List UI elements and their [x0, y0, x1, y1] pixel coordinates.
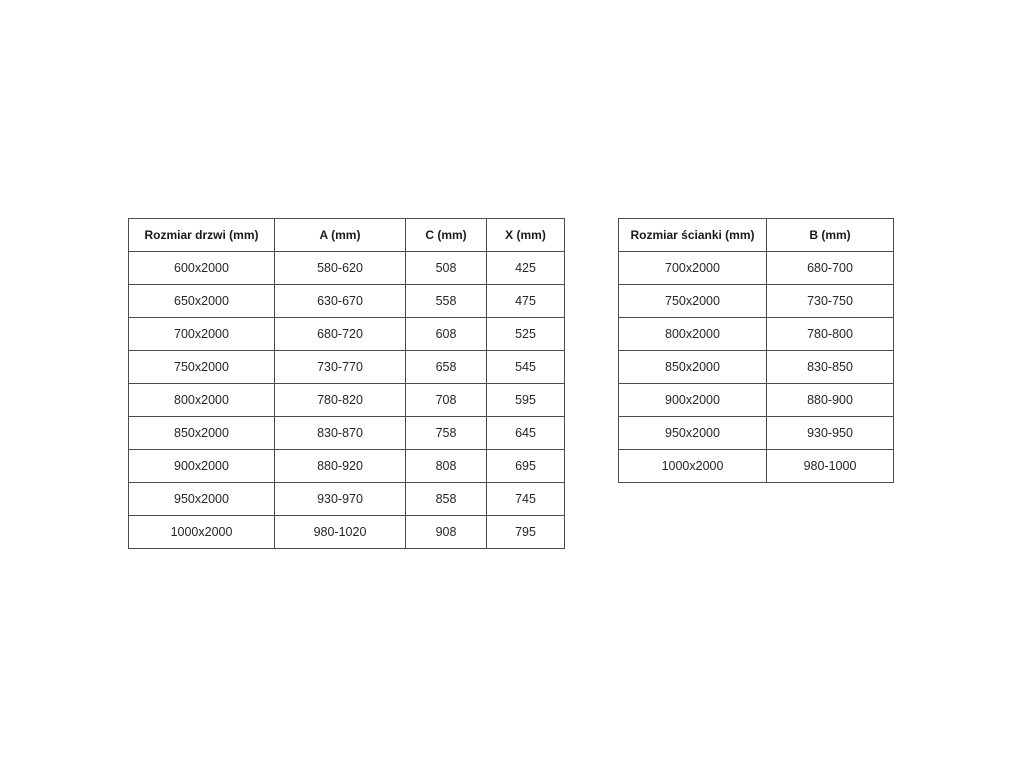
cell-size: 1000x2000 [129, 516, 275, 549]
cell-c: 758 [406, 417, 487, 450]
cell-c: 908 [406, 516, 487, 549]
cell-a: 830-870 [275, 417, 406, 450]
cell-size: 800x2000 [129, 384, 275, 417]
cell-x: 595 [487, 384, 565, 417]
cell-size: 700x2000 [129, 318, 275, 351]
table-row [129, 252, 565, 285]
cell-a: 980-1020 [275, 516, 406, 549]
table-row [129, 516, 565, 549]
cell-a: 630-670 [275, 285, 406, 318]
cell-c: 608 [406, 318, 487, 351]
wall-table-header-row [619, 219, 894, 252]
door-table-header-row [129, 219, 565, 252]
cell-b: 980-1000 [767, 450, 894, 483]
cell-c: 558 [406, 285, 487, 318]
table-row [129, 417, 565, 450]
door-sizes-table [128, 218, 565, 549]
table-row [129, 450, 565, 483]
door-header-a: A (mm) [275, 219, 406, 252]
cell-size: 650x2000 [129, 285, 275, 318]
cell-size: 850x2000 [619, 351, 767, 384]
table-row [619, 252, 894, 285]
cell-x: 645 [487, 417, 565, 450]
cell-size: 950x2000 [619, 417, 767, 450]
table-row [619, 318, 894, 351]
door-header-x: X (mm) [487, 219, 565, 252]
cell-x: 745 [487, 483, 565, 516]
cell-size: 800x2000 [619, 318, 767, 351]
table-row [619, 417, 894, 450]
cell-size: 600x2000 [129, 252, 275, 285]
cell-b: 880-900 [767, 384, 894, 417]
cell-x: 545 [487, 351, 565, 384]
cell-c: 858 [406, 483, 487, 516]
cell-size: 950x2000 [129, 483, 275, 516]
table-row [619, 351, 894, 384]
cell-size: 700x2000 [619, 252, 767, 285]
cell-size: 850x2000 [129, 417, 275, 450]
cell-b: 780-800 [767, 318, 894, 351]
cell-size: 750x2000 [619, 285, 767, 318]
table-row [129, 384, 565, 417]
cell-size: 900x2000 [619, 384, 767, 417]
cell-a: 580-620 [275, 252, 406, 285]
cell-a: 680-720 [275, 318, 406, 351]
cell-b: 830-850 [767, 351, 894, 384]
cell-c: 508 [406, 252, 487, 285]
cell-c: 658 [406, 351, 487, 384]
cell-a: 730-770 [275, 351, 406, 384]
table-row [619, 450, 894, 483]
cell-x: 475 [487, 285, 565, 318]
cell-size: 1000x2000 [619, 450, 767, 483]
cell-b: 730-750 [767, 285, 894, 318]
table-row [129, 483, 565, 516]
table-row [619, 285, 894, 318]
table-row [619, 384, 894, 417]
cell-x: 525 [487, 318, 565, 351]
wall-panel-sizes-table [618, 218, 894, 483]
cell-size: 750x2000 [129, 351, 275, 384]
cell-size: 900x2000 [129, 450, 275, 483]
table-row [129, 285, 565, 318]
cell-a: 880-920 [275, 450, 406, 483]
cell-x: 795 [487, 516, 565, 549]
cell-b: 930-950 [767, 417, 894, 450]
cell-a: 780-820 [275, 384, 406, 417]
cell-c: 808 [406, 450, 487, 483]
table-row [129, 351, 565, 384]
cell-b: 680-700 [767, 252, 894, 285]
wall-header-size: Rozmiar ścianki (mm) [619, 219, 767, 252]
cell-a: 930-970 [275, 483, 406, 516]
cell-c: 708 [406, 384, 487, 417]
cell-x: 425 [487, 252, 565, 285]
table-row [129, 318, 565, 351]
wall-header-b: B (mm) [767, 219, 894, 252]
door-header-size: Rozmiar drzwi (mm) [129, 219, 275, 252]
door-header-c: C (mm) [406, 219, 487, 252]
cell-x: 695 [487, 450, 565, 483]
